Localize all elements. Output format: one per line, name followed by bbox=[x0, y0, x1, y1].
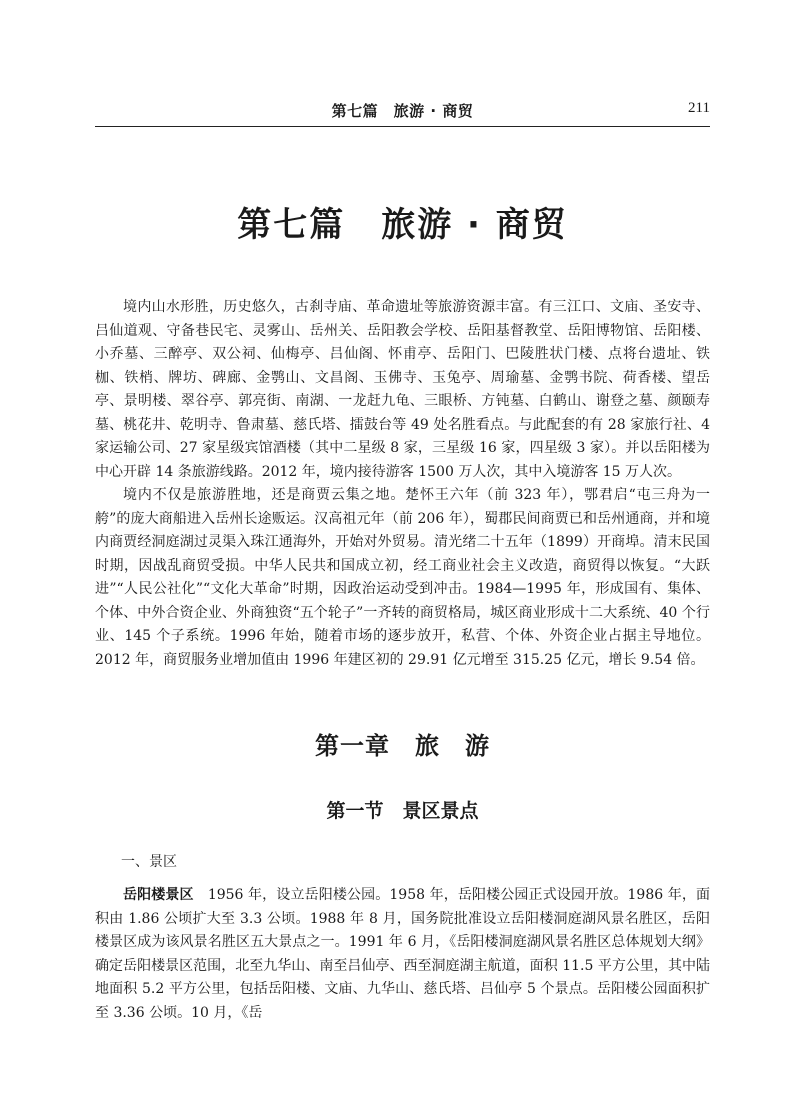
part-title: 第七篇 旅游 · 商贸 bbox=[237, 205, 568, 245]
page-number: 211 bbox=[688, 100, 710, 116]
subsection-heading: 一、景区 bbox=[121, 854, 177, 870]
intro-section bbox=[95, 296, 710, 672]
entry-term: 岳阳楼景区 bbox=[123, 887, 194, 903]
running-title: 第七篇 旅游 · 商贸 bbox=[331, 102, 474, 120]
section-title: 第一节 景区景点 bbox=[326, 800, 479, 822]
running-header bbox=[95, 96, 710, 127]
intro-paragraph: 境内不仅是旅游胜地，还是商贾云集之地。楚怀王六年（前 323 年），鄂君启“屯三舟为一舿”的庞大商船进入岳州长途贩运。汉高祖元年（前 206 年），蜀郡民间商贾已和岳州通商，并和境内商贾经洞庭湖过灵渠入珠江通海外，开始对外贸易。清光绪二十五年（1899）开商埠。清末民国时期，因战乱商贸受损。中华人民共和国成立初，经工商业社会主义改造，商贸得以恢复。“大跃进”“人民公社化”“文化大革命”时期，因政治运动受到冲击。1984—1995 年，形成国有、集体、个体、中外合资企业、外商独资“五个轮子”一齐转的商贸格局，城区商业形成十二大系统、40 个行业、145 个子系统。1996 年始，随着市场的逐步放开，私营、个体、外资企业占据主导地位。2012 年，商贸服务业增加值由 1996 年建区初的 29.91 亿元增至 315.25 亿元，增长 9.54 倍。 bbox=[95, 487, 710, 668]
entry-text: 1956 年，设立岳阳楼公园。1958 年，岳阳楼公园正式设园开放。1986 年，面积由 1.86 公顷扩大至 3.3 公顷。1988 年 8 月，国务院批准设立岳阳楼洞庭湖风景名胜区，岳阳楼景区成为该风景名胜区五大景点之一。1991 年 6 月，《岳阳楼洞庭湖风景名胜区总体规划大纲》确定岳阳楼景区范围，北至九华山、南至吕仙亭、西至洞庭湖主航道，面积 11.5 平方公里，其中陆地面积 5.2 平方公里，包括岳阳楼、文庙、九华山、慈氏塔、吕仙亭 5 个景点。岳阳楼公园面积扩至 3.36 公顷。10 月，《岳 bbox=[95, 887, 710, 1021]
chapter-title: 第一章 旅 游 bbox=[315, 732, 490, 760]
intro-paragraph: 境内山水形胜，历史悠久，古刹寺庙、革命遗址等旅游资源丰富。有三江口、文庙、圣安寺、吕仙道观、守备巷民宅、灵雾山、岳州关、岳阳教会学校、岳阳基督教堂、岳阳博物馆、岳阳楼、小乔墓、三醉亭、双公祠、仙梅亭、吕仙阁、怀甫亭、岳阳门、巴陵胜状门楼、点将台遗址、铁枷、铁梢、牌坊、碑廊、金鹗山、文昌阁、玉佛寺、玉兔亭、周瑜墓、金鹗书院、荷香楼、望岳亭、景明楼、翠谷亭、郭亮街、南湖、一龙赶九龟、三眼桥、方钝墓、白鹤山、谢登之墓、颜颐寿墓、桃花井、乾明寺、鲁肃墓、慈氏塔、擂鼓台等 49 处名胜看点。与此配套的有 28 家旅行社、4 家运输公司、27 家星级宾馆酒楼（其中二星级 8 家，三星级 16 家，四星级 3 家）。并以岳阳楼为中心开辟 14 条旅游线路。2012 年，境内接待游客 1500 万人次，其中入境游客 15 万人次。 bbox=[95, 299, 710, 480]
scenic-area-entry bbox=[95, 884, 710, 1025]
